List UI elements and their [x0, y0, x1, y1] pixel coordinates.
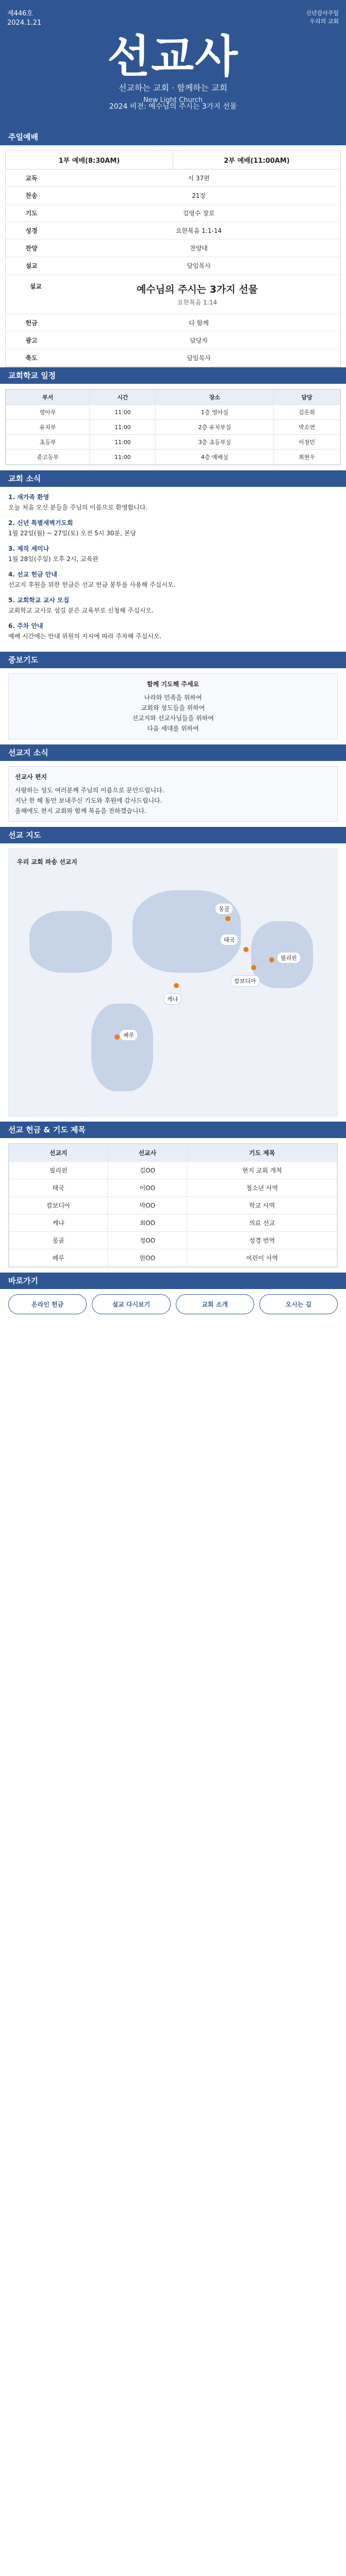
worship-row [6, 332, 340, 349]
worship-tabs [6, 151, 340, 170]
sermon-label: 설교 [29, 283, 42, 290]
map-pin[interactable] [114, 1035, 120, 1040]
map-title: 우리 교회 파송 선교지 [17, 858, 77, 866]
table-row [9, 1197, 337, 1214]
notice-item [8, 544, 338, 564]
notice-text: 1월 28일(주일) 오후 2시, 교육관 [8, 555, 98, 563]
table-cell: 영아부 [6, 405, 90, 420]
worship-row [6, 222, 340, 240]
worship-key: 기도 [6, 205, 57, 222]
worship-key: 성경 [6, 222, 57, 240]
table-cell: 몽골 [9, 1232, 108, 1249]
worship-key: 찬양 [6, 240, 57, 257]
sermon-title: 예수님의 주시는 3가지 선물 [136, 284, 258, 295]
map-pin[interactable] [243, 947, 249, 952]
tab-second-service[interactable]: 2부 예배(11:00AM) [173, 151, 340, 170]
notice-text: 선교지 후원을 위한 헌금은 선교 헌금 봉투를 사용해 주십시오. [8, 581, 176, 588]
school-header-row [6, 390, 340, 405]
worship-row [6, 240, 340, 257]
section-title-map: 선교 지도 [0, 827, 346, 843]
table-cell: 이정민 [274, 435, 340, 450]
directions-button[interactable]: 오시는 길 [259, 1294, 338, 1314]
mission-table [8, 1143, 338, 1267]
report-line: 지난 한 해 동안 보내주신 기도와 후원에 감사드립니다. [15, 797, 162, 804]
table-row [6, 405, 340, 420]
table-cell: 박OO [108, 1197, 187, 1214]
worship-row [6, 205, 340, 222]
notice-item [8, 621, 338, 641]
table-cell: 4층 예배실 [156, 450, 274, 465]
notice-text: 예배 시간에는 안내 위원의 지시에 따라 주차해 주십시오. [8, 633, 162, 640]
worship-value: 시 37편 [57, 170, 340, 187]
brand-subtitle: 선교하는 교회 · 함께하는 교회 [119, 83, 227, 93]
prayer-line: 교회와 성도들을 위하여 [141, 704, 205, 711]
mission-header-row [9, 1144, 337, 1162]
worship-key: 설교 [6, 257, 57, 275]
worship-row [6, 187, 340, 205]
map-label: 필리핀 [277, 952, 301, 963]
prayer-title: 함께 기도해 주세요 [146, 681, 200, 688]
table-cell: 11:00 [90, 450, 156, 465]
table-cell: 페루 [9, 1249, 108, 1267]
table-cell: 김OO [108, 1162, 187, 1179]
section-title-grid: 교회학교 일정 [0, 367, 346, 384]
table-cell: 이OO [108, 1179, 187, 1197]
section-title-prayer: 중보기도 [0, 652, 346, 668]
table-cell: 태국 [9, 1179, 108, 1197]
map-pin[interactable] [269, 957, 274, 962]
map-label: 페루 [120, 1029, 138, 1041]
table-row [6, 450, 340, 465]
notice-item [8, 569, 338, 590]
worship-row [6, 349, 340, 367]
school-grid [5, 389, 341, 465]
report-line: 사랑하는 성도 여러분께 주님의 이름으로 문안드립니다. [15, 787, 164, 794]
worship-key: 축도 [6, 349, 57, 367]
section-title-table2: 선교 헌금 & 기도 제목 [0, 1122, 346, 1138]
notice-title: 3. 제직 세미나 [8, 545, 50, 552]
table-cell: 최OO [108, 1214, 187, 1232]
table-cell: 한OO [108, 1249, 187, 1267]
sermon-content [61, 282, 334, 307]
section-title-worship: 주일예배 [0, 129, 346, 145]
notice-text: 1월 22일(월) ~ 27일(토) 오전 5시 30분, 본당 [8, 530, 136, 537]
section-title-links: 바로가기 [0, 1273, 346, 1289]
table-cell: 어린이 사역 [187, 1249, 337, 1267]
brand-subtitle-2: New Light Church [143, 96, 203, 104]
notice-title: 6. 주차 안내 [8, 622, 43, 630]
church-intro-button[interactable]: 교회 소개 [176, 1294, 254, 1314]
notice-item [8, 492, 338, 513]
table-cell: 의료 선교 [187, 1214, 337, 1232]
table-cell: 케냐 [9, 1214, 108, 1232]
mission-header: 기도 제목 [187, 1144, 337, 1162]
worship-value: 다 함께 [57, 314, 340, 332]
map-pin[interactable] [225, 916, 230, 921]
section-title-notice: 교회 소식 [0, 470, 346, 487]
map-label: 태국 [220, 934, 238, 945]
header-right-line-1: 신년감사주일 [306, 10, 339, 16]
continent-shape [29, 911, 112, 973]
mission-header: 선교사 [108, 1144, 187, 1162]
notice-text: 오늘 처음 오신 분들을 주님의 이름으로 환영합니다. [8, 504, 148, 511]
notice-item [8, 518, 338, 538]
table-row [9, 1232, 337, 1249]
worship-key: 교독 [6, 170, 57, 187]
brand-logo: 선교사 [107, 30, 239, 82]
worship-value: 요한복음 1:1-14 [57, 222, 340, 240]
school-header: 부서 [6, 390, 90, 405]
worship-key: 찬송 [6, 187, 57, 205]
map-label: 캄보디아 [230, 975, 260, 987]
notice-title: 1. 새가족 환영 [8, 494, 50, 501]
worship-value: 21장 [57, 187, 340, 205]
table-cell: 2층 유치부실 [156, 420, 274, 435]
vision-ribbon: 2024 비전: 예수님의 주시는 3가지 선물 [109, 103, 237, 111]
school-header: 시간 [90, 390, 156, 405]
table-cell: 캄보디아 [9, 1197, 108, 1214]
header [0, 0, 346, 129]
sermon-verse: 요한복음 1:14 [177, 299, 217, 306]
table-cell: 정OO [108, 1232, 187, 1249]
school-table [6, 389, 340, 465]
worship-value: 담임목사 [57, 257, 340, 275]
notice-list [0, 487, 346, 652]
table-cell: 11:00 [90, 405, 156, 420]
map-pin[interactable] [251, 965, 256, 970]
table-cell: 청소년 사역 [187, 1179, 337, 1197]
worship-order-table-2 [6, 314, 340, 367]
map-pin[interactable] [174, 983, 179, 988]
continent-shape [133, 890, 241, 973]
issue-date: 2024.1.21 [7, 19, 42, 27]
table-cell: 최현우 [274, 450, 340, 465]
prayer-line: 선교지와 선교사님들을 위하여 [132, 715, 214, 722]
table-row [6, 420, 340, 435]
notice-title: 4. 선교 헌금 안내 [8, 571, 57, 578]
prayer-line: 나라와 민족을 위하여 [144, 694, 202, 701]
prayer-box [8, 673, 338, 739]
table-cell: 현지 교회 개척 [187, 1162, 337, 1179]
map-label: 몽골 [215, 903, 233, 914]
table-row [9, 1162, 337, 1179]
table-cell: 11:00 [90, 435, 156, 450]
mission-table-body [9, 1144, 337, 1267]
table-row [6, 435, 340, 450]
table-cell: 초등부 [6, 435, 90, 450]
quick-links [0, 1289, 346, 1319]
worship-value: 담임목사 [57, 349, 340, 367]
table-cell: 11:00 [90, 420, 156, 435]
worship-value: 담당자 [57, 332, 340, 349]
table-row [9, 1249, 337, 1267]
tab-first-service[interactable]: 1부 예배(8:30AM) [6, 151, 173, 170]
worship-row [6, 170, 340, 187]
issue-number: 제446호 [7, 10, 33, 18]
table-cell: 성경 번역 [187, 1232, 337, 1249]
table-cell: 3층 초등부실 [156, 435, 274, 450]
notice-item [8, 595, 338, 616]
table-cell: 유치부 [6, 420, 90, 435]
online-offering-button[interactable]: 온라인 헌금 [8, 1294, 87, 1314]
worship-row [6, 314, 340, 332]
school-header: 담당 [274, 390, 340, 405]
school-header: 장소 [156, 390, 274, 405]
report-box [8, 766, 338, 822]
prayer-line: 다음 세대를 위하여 [147, 725, 199, 732]
sermon-block [6, 275, 340, 314]
table-cell: 중고등부 [6, 450, 90, 465]
worship-row [6, 257, 340, 275]
notice-text: 교회학교 교사로 섬길 분은 교육부로 신청해 주십시오. [8, 607, 154, 614]
report-line: 올해에도 현지 교회와 함께 복음을 전하겠습니다. [15, 807, 146, 815]
worship-order-table [6, 170, 340, 275]
table-row [9, 1214, 337, 1232]
table-row [9, 1179, 337, 1197]
mission-header: 선교지 [9, 1144, 108, 1162]
sermon-replay-button[interactable]: 설교 다시보기 [92, 1294, 170, 1314]
table-cell: 김은희 [274, 405, 340, 420]
table-cell: 학교 사역 [187, 1197, 337, 1214]
notice-title: 5. 교회학교 교사 모집 [8, 597, 70, 604]
continent-shape [91, 1004, 153, 1091]
notice-title: 2. 신년 특별새벽기도회 [8, 519, 73, 527]
worship-value: 찬양대 [57, 240, 340, 257]
worship-key: 광고 [6, 332, 57, 349]
worship-box [5, 150, 341, 367]
header-right-line-2: 우리의 교회 [309, 18, 339, 25]
report-title: 선교사 편지 [15, 773, 47, 781]
worship-key: 헌금 [6, 314, 57, 332]
map-label: 케냐 [163, 993, 182, 1005]
table-cell: 1층 영아실 [156, 405, 274, 420]
section-title-report: 선교지 소식 [0, 744, 346, 761]
mission-map [8, 849, 338, 1116]
worship-value: 김영수 장로 [57, 205, 340, 222]
brand [0, 21, 346, 104]
table-cell: 박소연 [274, 420, 340, 435]
table-cell: 필리핀 [9, 1162, 108, 1179]
